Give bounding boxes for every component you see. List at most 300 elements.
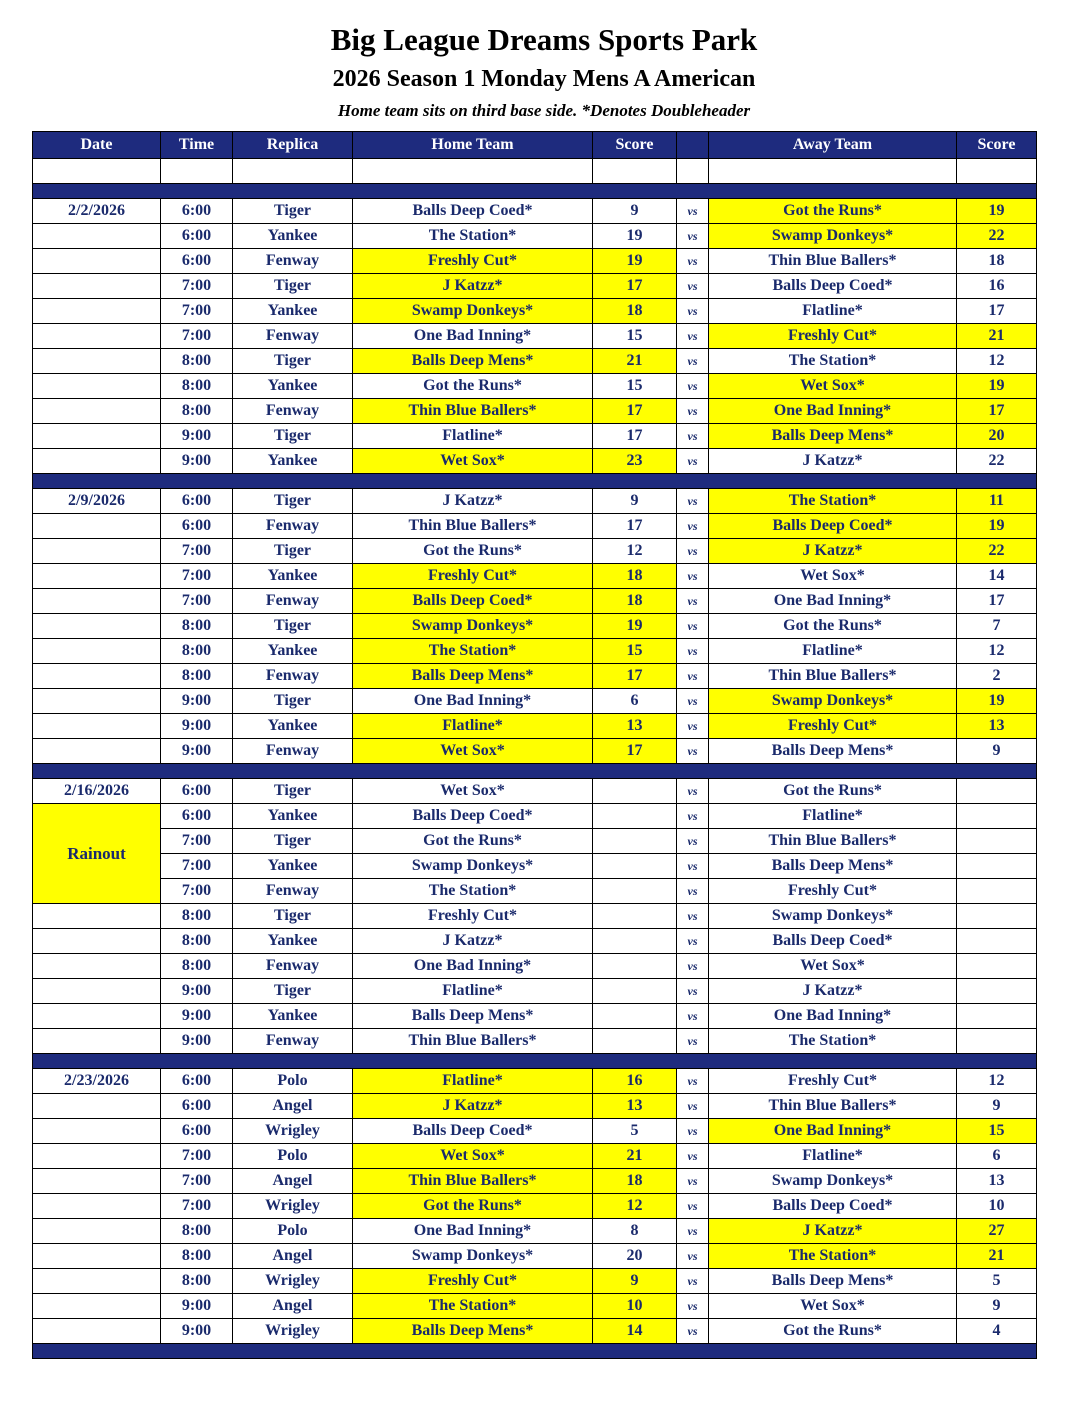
replica-cell: Tiger — [233, 424, 353, 449]
game-row — [33, 1269, 1037, 1294]
blank-vs-cell — [677, 159, 709, 184]
away-team-cell: Got the Runs* — [709, 779, 957, 804]
away-team-cell: Freshly Cut* — [709, 324, 957, 349]
game-row — [33, 854, 1037, 879]
away-team-cell: Wet Sox* — [709, 1294, 957, 1319]
time-cell: 7:00 — [161, 1169, 233, 1194]
date-cell — [33, 1219, 161, 1244]
vs-cell: vs — [677, 1169, 709, 1194]
home-team-cell: J Katzz* — [353, 489, 593, 514]
page-note: Home team sits on third base side. *Denotes Doubleheader — [337, 101, 751, 120]
home-team-cell: Balls Deep Mens* — [353, 1319, 593, 1344]
date-cell — [33, 929, 161, 954]
home-score-cell: 17 — [593, 514, 677, 539]
home-score-cell: 14 — [593, 1319, 677, 1344]
replica-cell: Yankee — [233, 639, 353, 664]
replica-cell: Fenway — [233, 879, 353, 904]
vs-cell: vs — [677, 1294, 709, 1319]
date-cell — [33, 564, 161, 589]
blank-time-cell — [161, 159, 233, 184]
replica-cell: Fenway — [233, 739, 353, 764]
home-score-cell — [593, 929, 677, 954]
date-cell — [33, 1029, 161, 1054]
home-team-cell: The Station* — [353, 224, 593, 249]
vs-cell: vs — [677, 1144, 709, 1169]
away-team-cell: The Station* — [709, 1244, 957, 1269]
home-team-cell: J Katzz* — [353, 274, 593, 299]
replica-cell: Angel — [233, 1094, 353, 1119]
away-score-cell — [957, 904, 1037, 929]
home-score-cell: 6 — [593, 689, 677, 714]
away-team-cell: The Station* — [709, 1029, 957, 1054]
time-cell: 8:00 — [161, 399, 233, 424]
home-score-cell: 18 — [593, 299, 677, 324]
away-team-cell: Balls Deep Coed* — [709, 514, 957, 539]
away-score-cell: 9 — [957, 739, 1037, 764]
date-cell: 2/2/2026 — [33, 199, 161, 224]
game-row — [33, 274, 1037, 299]
away-score-cell: 22 — [957, 224, 1037, 249]
game-row — [33, 1144, 1037, 1169]
game-row — [33, 1319, 1037, 1344]
away-team-cell: Got the Runs* — [709, 199, 957, 224]
vs-cell: vs — [677, 1029, 709, 1054]
time-cell: 6:00 — [161, 1069, 233, 1094]
column-header-time: Time — [161, 132, 233, 159]
game-row — [33, 829, 1037, 854]
vs-cell: vs — [677, 324, 709, 349]
home-score-cell: 15 — [593, 324, 677, 349]
away-team-cell: One Bad Inning* — [709, 399, 957, 424]
date-cell — [33, 224, 161, 249]
away-score-cell: 22 — [957, 449, 1037, 474]
date-cell — [33, 299, 161, 324]
away-team-cell: J Katzz* — [709, 539, 957, 564]
vs-cell: vs — [677, 299, 709, 324]
home-score-cell: 17 — [593, 399, 677, 424]
date-cell — [33, 904, 161, 929]
home-team-cell: J Katzz* — [353, 929, 593, 954]
date-cell — [33, 424, 161, 449]
home-team-cell: Balls Deep Mens* — [353, 349, 593, 374]
vs-cell: vs — [677, 904, 709, 929]
time-cell: 6:00 — [161, 249, 233, 274]
away-score-cell: 12 — [957, 1069, 1037, 1094]
date-cell — [33, 589, 161, 614]
game-row — [33, 614, 1037, 639]
replica-cell: Yankee — [233, 804, 353, 829]
home-score-cell: 18 — [593, 564, 677, 589]
blank-home-team-cell — [353, 159, 593, 184]
vs-cell: vs — [677, 564, 709, 589]
home-team-cell: The Station* — [353, 1294, 593, 1319]
title-block — [0, 0, 1088, 121]
rainout-cell: Rainout — [33, 804, 161, 904]
date-cell — [33, 324, 161, 349]
home-team-cell: Thin Blue Ballers* — [353, 514, 593, 539]
home-team-cell: Freshly Cut* — [353, 249, 593, 274]
separator-row — [33, 764, 1037, 779]
replica-cell: Tiger — [233, 614, 353, 639]
date-cell — [33, 349, 161, 374]
replica-cell: Yankee — [233, 374, 353, 399]
replica-cell: Tiger — [233, 979, 353, 1004]
game-row — [33, 514, 1037, 539]
replica-cell: Yankee — [233, 449, 353, 474]
away-team-cell: Got the Runs* — [709, 1319, 957, 1344]
separator-row — [33, 474, 1037, 489]
date-cell — [33, 1119, 161, 1144]
game-row — [33, 689, 1037, 714]
away-score-cell: 12 — [957, 349, 1037, 374]
away-score-cell: 14 — [957, 564, 1037, 589]
away-score-cell — [957, 954, 1037, 979]
away-score-cell: 16 — [957, 274, 1037, 299]
time-cell: 6:00 — [161, 779, 233, 804]
replica-cell: Angel — [233, 1244, 353, 1269]
home-score-cell: 9 — [593, 1269, 677, 1294]
time-cell: 8:00 — [161, 954, 233, 979]
time-cell: 7:00 — [161, 539, 233, 564]
blank-row — [33, 159, 1037, 184]
away-score-cell: 4 — [957, 1319, 1037, 1344]
away-score-cell: 17 — [957, 299, 1037, 324]
separator-row — [33, 1344, 1037, 1359]
game-row — [33, 1219, 1037, 1244]
home-score-cell — [593, 1004, 677, 1029]
column-header-away-team: Away Team — [709, 132, 957, 159]
away-score-cell: 9 — [957, 1094, 1037, 1119]
away-team-cell: Freshly Cut* — [709, 714, 957, 739]
replica-cell: Tiger — [233, 779, 353, 804]
replica-cell: Fenway — [233, 664, 353, 689]
separator-row — [33, 184, 1037, 199]
away-score-cell: 13 — [957, 1169, 1037, 1194]
away-team-cell: Wet Sox* — [709, 954, 957, 979]
away-team-cell: Flatline* — [709, 1144, 957, 1169]
game-row — [33, 639, 1037, 664]
replica-cell: Fenway — [233, 399, 353, 424]
home-team-cell: Wet Sox* — [353, 1144, 593, 1169]
away-team-cell: Thin Blue Ballers* — [709, 829, 957, 854]
date-cell: 2/23/2026 — [33, 1069, 161, 1094]
home-team-cell: Got the Runs* — [353, 1194, 593, 1219]
home-score-cell: 12 — [593, 539, 677, 564]
home-team-cell: Thin Blue Ballers* — [353, 399, 593, 424]
game-row — [33, 224, 1037, 249]
time-cell: 9:00 — [161, 1319, 233, 1344]
home-team-cell: Swamp Donkeys* — [353, 614, 593, 639]
game-row — [33, 1194, 1037, 1219]
date-cell — [33, 1294, 161, 1319]
home-team-cell: One Bad Inning* — [353, 1219, 593, 1244]
schedule-table — [32, 131, 1037, 1359]
away-score-cell — [957, 1029, 1037, 1054]
time-cell: 7:00 — [161, 299, 233, 324]
home-team-cell: One Bad Inning* — [353, 324, 593, 349]
replica-cell: Tiger — [233, 489, 353, 514]
vs-cell: vs — [677, 424, 709, 449]
replica-cell: Fenway — [233, 514, 353, 539]
date-cell — [33, 374, 161, 399]
blank-away-team-cell — [709, 159, 957, 184]
replica-cell: Fenway — [233, 589, 353, 614]
away-score-cell: 19 — [957, 689, 1037, 714]
away-score-cell: 19 — [957, 514, 1037, 539]
replica-cell: Wrigley — [233, 1119, 353, 1144]
vs-cell: vs — [677, 1004, 709, 1029]
home-score-cell: 17 — [593, 424, 677, 449]
away-score-cell: 19 — [957, 199, 1037, 224]
time-cell: 8:00 — [161, 929, 233, 954]
replica-cell: Tiger — [233, 539, 353, 564]
replica-cell: Tiger — [233, 689, 353, 714]
time-cell: 8:00 — [161, 639, 233, 664]
home-score-cell — [593, 854, 677, 879]
vs-cell: vs — [677, 224, 709, 249]
date-cell — [33, 954, 161, 979]
vs-cell: vs — [677, 514, 709, 539]
away-score-cell — [957, 879, 1037, 904]
vs-cell: vs — [677, 349, 709, 374]
date-cell — [33, 639, 161, 664]
replica-cell: Polo — [233, 1144, 353, 1169]
vs-cell: vs — [677, 954, 709, 979]
date-cell — [33, 1094, 161, 1119]
time-cell: 6:00 — [161, 804, 233, 829]
replica-cell: Yankee — [233, 299, 353, 324]
home-score-cell: 21 — [593, 1144, 677, 1169]
away-score-cell: 21 — [957, 1244, 1037, 1269]
replica-cell: Yankee — [233, 564, 353, 589]
away-team-cell: Thin Blue Ballers* — [709, 664, 957, 689]
away-team-cell: Thin Blue Ballers* — [709, 1094, 957, 1119]
home-team-cell: Wet Sox* — [353, 449, 593, 474]
date-cell — [33, 274, 161, 299]
time-cell: 7:00 — [161, 589, 233, 614]
time-cell: 6:00 — [161, 489, 233, 514]
game-row — [33, 564, 1037, 589]
separator-row — [33, 1054, 1037, 1069]
away-score-cell: 9 — [957, 1294, 1037, 1319]
date-cell — [33, 514, 161, 539]
replica-cell: Tiger — [233, 199, 353, 224]
game-row — [33, 979, 1037, 1004]
away-score-cell: 12 — [957, 639, 1037, 664]
away-score-cell: 5 — [957, 1269, 1037, 1294]
away-score-cell: 27 — [957, 1219, 1037, 1244]
vs-cell: vs — [677, 614, 709, 639]
column-header-vs — [677, 132, 709, 159]
away-score-cell: 7 — [957, 614, 1037, 639]
away-team-cell: Balls Deep Coed* — [709, 1194, 957, 1219]
home-team-cell: The Station* — [353, 879, 593, 904]
vs-cell: vs — [677, 1194, 709, 1219]
vs-cell: vs — [677, 1244, 709, 1269]
page-subtitle: 2026 Season 1 Monday Mens A American — [332, 66, 756, 92]
home-team-cell: Freshly Cut* — [353, 1269, 593, 1294]
date-cell: 2/16/2026 — [33, 779, 161, 804]
column-header-date: Date — [33, 132, 161, 159]
game-row — [33, 1244, 1037, 1269]
date-cell — [33, 399, 161, 424]
time-cell: 8:00 — [161, 374, 233, 399]
vs-cell: vs — [677, 979, 709, 1004]
home-score-cell: 8 — [593, 1219, 677, 1244]
replica-cell: Yankee — [233, 929, 353, 954]
time-cell: 9:00 — [161, 1004, 233, 1029]
game-row — [33, 804, 1037, 829]
away-team-cell: Balls Deep Mens* — [709, 1269, 957, 1294]
time-cell: 9:00 — [161, 1029, 233, 1054]
home-team-cell: Got the Runs* — [353, 374, 593, 399]
away-team-cell: Got the Runs* — [709, 614, 957, 639]
replica-cell: Fenway — [233, 324, 353, 349]
game-row — [33, 929, 1037, 954]
time-cell: 9:00 — [161, 1294, 233, 1319]
away-score-cell: 6 — [957, 1144, 1037, 1169]
game-row — [33, 449, 1037, 474]
away-team-cell: J Katzz* — [709, 979, 957, 1004]
away-team-cell: Flatline* — [709, 804, 957, 829]
time-cell: 8:00 — [161, 1269, 233, 1294]
replica-cell: Yankee — [233, 714, 353, 739]
home-team-cell: One Bad Inning* — [353, 954, 593, 979]
game-row — [33, 1029, 1037, 1054]
away-team-cell: Freshly Cut* — [709, 1069, 957, 1094]
vs-cell: vs — [677, 449, 709, 474]
vs-cell: vs — [677, 1319, 709, 1344]
blank-away-score-cell — [957, 159, 1037, 184]
column-header-away-score: Score — [957, 132, 1037, 159]
replica-cell: Yankee — [233, 1004, 353, 1029]
away-team-cell: Balls Deep Mens* — [709, 854, 957, 879]
away-team-cell: Swamp Donkeys* — [709, 904, 957, 929]
home-score-cell — [593, 954, 677, 979]
vs-cell: vs — [677, 664, 709, 689]
vs-cell: vs — [677, 1219, 709, 1244]
home-team-cell: Swamp Donkeys* — [353, 854, 593, 879]
time-cell: 6:00 — [161, 514, 233, 539]
table-header-row — [33, 132, 1037, 159]
time-cell: 8:00 — [161, 349, 233, 374]
game-row — [33, 539, 1037, 564]
game-row — [33, 739, 1037, 764]
away-team-cell: J Katzz* — [709, 449, 957, 474]
home-score-cell: 19 — [593, 249, 677, 274]
column-header-home-score: Score — [593, 132, 677, 159]
date-cell — [33, 1269, 161, 1294]
date-cell — [33, 664, 161, 689]
away-score-cell — [957, 1004, 1037, 1029]
replica-cell: Polo — [233, 1069, 353, 1094]
away-team-cell: One Bad Inning* — [709, 589, 957, 614]
replica-cell: Yankee — [233, 224, 353, 249]
time-cell: 9:00 — [161, 689, 233, 714]
home-score-cell: 12 — [593, 1194, 677, 1219]
time-cell: 9:00 — [161, 714, 233, 739]
home-team-cell: The Station* — [353, 639, 593, 664]
away-score-cell — [957, 829, 1037, 854]
home-team-cell: Balls Deep Mens* — [353, 664, 593, 689]
away-score-cell — [957, 779, 1037, 804]
away-team-cell: Wet Sox* — [709, 374, 957, 399]
home-team-cell: Wet Sox* — [353, 739, 593, 764]
date-cell — [33, 1169, 161, 1194]
time-cell: 6:00 — [161, 1094, 233, 1119]
home-team-cell: Swamp Donkeys* — [353, 299, 593, 324]
game-row — [33, 779, 1037, 804]
vs-cell: vs — [677, 374, 709, 399]
away-score-cell — [957, 804, 1037, 829]
home-score-cell: 20 — [593, 1244, 677, 1269]
time-cell: 9:00 — [161, 979, 233, 1004]
date-cell — [33, 1319, 161, 1344]
time-cell: 6:00 — [161, 1119, 233, 1144]
replica-cell: Tiger — [233, 349, 353, 374]
home-score-cell: 9 — [593, 489, 677, 514]
away-score-cell: 19 — [957, 374, 1037, 399]
game-row — [33, 714, 1037, 739]
date-cell — [33, 1194, 161, 1219]
home-score-cell — [593, 979, 677, 1004]
home-team-cell: Balls Deep Coed* — [353, 804, 593, 829]
replica-cell: Angel — [233, 1169, 353, 1194]
vs-cell: vs — [677, 539, 709, 564]
game-row — [33, 424, 1037, 449]
home-score-cell: 19 — [593, 614, 677, 639]
vs-cell: vs — [677, 249, 709, 274]
vs-cell: vs — [677, 1094, 709, 1119]
game-row — [33, 879, 1037, 904]
date-cell — [33, 1004, 161, 1029]
home-score-cell: 17 — [593, 664, 677, 689]
home-team-cell: Got the Runs* — [353, 829, 593, 854]
game-row — [33, 1294, 1037, 1319]
date-cell — [33, 739, 161, 764]
vs-cell: vs — [677, 1269, 709, 1294]
game-row — [33, 1069, 1037, 1094]
column-header-home-team: Home Team — [353, 132, 593, 159]
vs-cell: vs — [677, 804, 709, 829]
away-score-cell: 21 — [957, 324, 1037, 349]
game-row — [33, 349, 1037, 374]
vs-cell: vs — [677, 689, 709, 714]
replica-cell: Yankee — [233, 854, 353, 879]
game-row — [33, 1004, 1037, 1029]
game-row — [33, 904, 1037, 929]
away-score-cell: 10 — [957, 1194, 1037, 1219]
replica-cell: Wrigley — [233, 1319, 353, 1344]
time-cell: 8:00 — [161, 1244, 233, 1269]
home-team-cell: Balls Deep Mens* — [353, 1004, 593, 1029]
home-score-cell: 13 — [593, 714, 677, 739]
time-cell: 8:00 — [161, 1219, 233, 1244]
time-cell: 9:00 — [161, 424, 233, 449]
date-cell — [33, 539, 161, 564]
time-cell: 7:00 — [161, 564, 233, 589]
game-row — [33, 664, 1037, 689]
away-score-cell — [957, 979, 1037, 1004]
away-team-cell: Swamp Donkeys* — [709, 224, 957, 249]
replica-cell: Tiger — [233, 829, 353, 854]
vs-cell: vs — [677, 639, 709, 664]
home-score-cell: 13 — [593, 1094, 677, 1119]
away-team-cell: Thin Blue Ballers* — [709, 249, 957, 274]
vs-cell: vs — [677, 199, 709, 224]
separator-band — [33, 184, 1037, 199]
home-score-cell: 15 — [593, 639, 677, 664]
